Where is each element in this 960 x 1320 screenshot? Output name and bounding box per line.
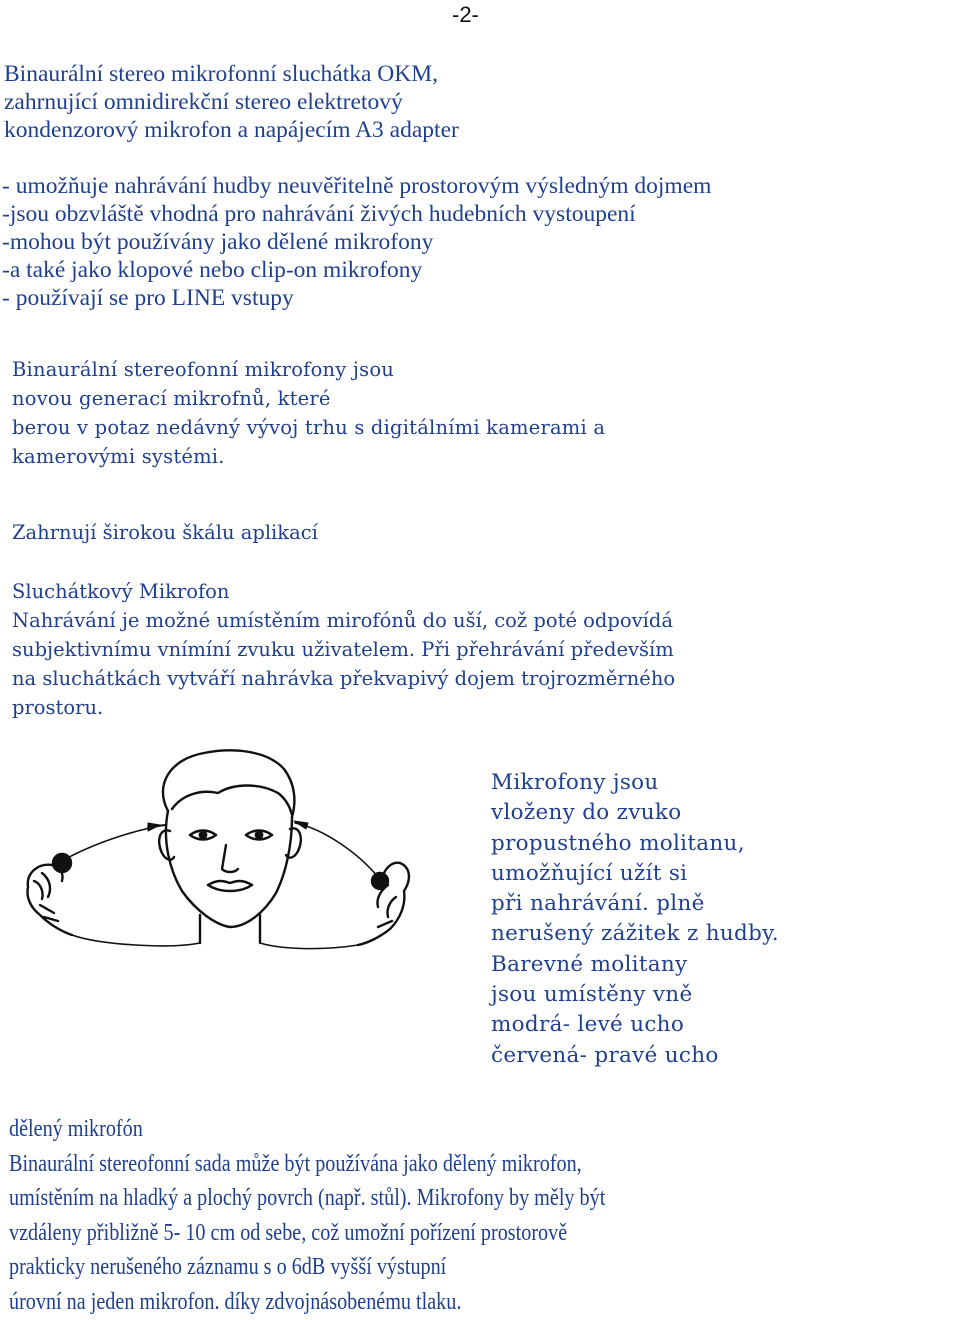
section-line: prostoru.: [12, 696, 104, 719]
intro-line: novou generací mikrofnů, které: [12, 387, 331, 410]
split-microphone-section: [9, 1112, 605, 1320]
feature-item: - používají se pro LINE vstupy: [2, 285, 294, 311]
section-line: umístěním na hladký a plochý povrch (např. stůl). Mikrofony by měly být: [9, 1185, 606, 1212]
feature-item: -mohou být používány jako dělené mikrofony: [2, 229, 434, 255]
feature-item: - umožňuje nahrávání hudby neuvěřitelně prostorovým výsledným dojmem: [2, 173, 712, 199]
applications-heading: Zahrnují širokou škálu aplikací: [12, 521, 318, 544]
head-illustration: [20, 745, 440, 970]
section-line: Nahrávání je možné umístěním mirofónů do uší, což poté odpovídá: [12, 609, 673, 632]
section-line: subjektivnímu vnímíní zvuku uživatelem. Při přehrávání především: [12, 638, 674, 661]
section-line: úrovní na jeden mikrofon. díky zdvojnásobenému tlaku.: [9, 1288, 462, 1315]
note-line: Mikrofony jsou: [491, 770, 659, 795]
note-line: při nahrávání. plně: [491, 891, 705, 917]
feature-list: [2, 172, 711, 312]
note-line: umožňující užít si: [491, 860, 688, 886]
note-line: vloženy do zvuko: [491, 800, 682, 826]
feature-item: -jsou obzvláště vhodná pro nahrávání živých hudebních vystoupení: [2, 201, 636, 227]
section-line: vzdáleny přibližně 5- 10 cm od sebe, což umožní pořízení prostorově: [9, 1219, 568, 1246]
note-line: nerušený zážitek z hudby.: [491, 921, 779, 947]
note-line: jsou umístěny vně: [491, 982, 693, 1008]
note-line: červená- pravé ucho: [491, 1042, 719, 1068]
page-number: -2-: [452, 2, 479, 27]
note-line: propustného molitanu,: [491, 830, 745, 856]
section-heading: Sluchátkový Mikrofon: [12, 580, 230, 603]
note-line: modrá- levé ucho: [491, 1012, 685, 1038]
intro-line: kamerovými systémi.: [12, 445, 225, 468]
product-title: [4, 60, 459, 144]
section-line: prakticky nerušeného záznamu s o 6dB vyšší výstupní: [9, 1254, 447, 1281]
microphone-note: [491, 768, 779, 1071]
intro-paragraph: [12, 355, 605, 471]
title-line: Binaurální stereo mikrofonní sluchátka OKM,: [4, 61, 439, 87]
title-line: zahrnující omnidirekční stereo elektretový: [4, 89, 403, 115]
note-line: Barevné molitany: [491, 951, 688, 977]
headphone-mic-section: [12, 577, 675, 722]
head-with-earphones-icon: [20, 745, 440, 970]
intro-line: berou v potaz nedávný vývoj trhu s digitálními kamerami a: [12, 416, 606, 439]
intro-line: Binaurální stereofonní mikrofony jsou: [12, 358, 395, 381]
feature-item: -a také jako klopové nebo clip-on mikrofony: [2, 257, 423, 283]
section-line: na sluchátkách vytváří nahrávka překvapivý dojem trojrozměrného: [12, 667, 676, 690]
section-line: Binaurální stereofonní sada může být používána jako dělený mikrofon,: [9, 1150, 582, 1177]
title-line: kondenzorový mikrofon a napájecím A3 adapter: [4, 117, 459, 143]
section-heading: dělený mikrofón: [9, 1116, 143, 1142]
